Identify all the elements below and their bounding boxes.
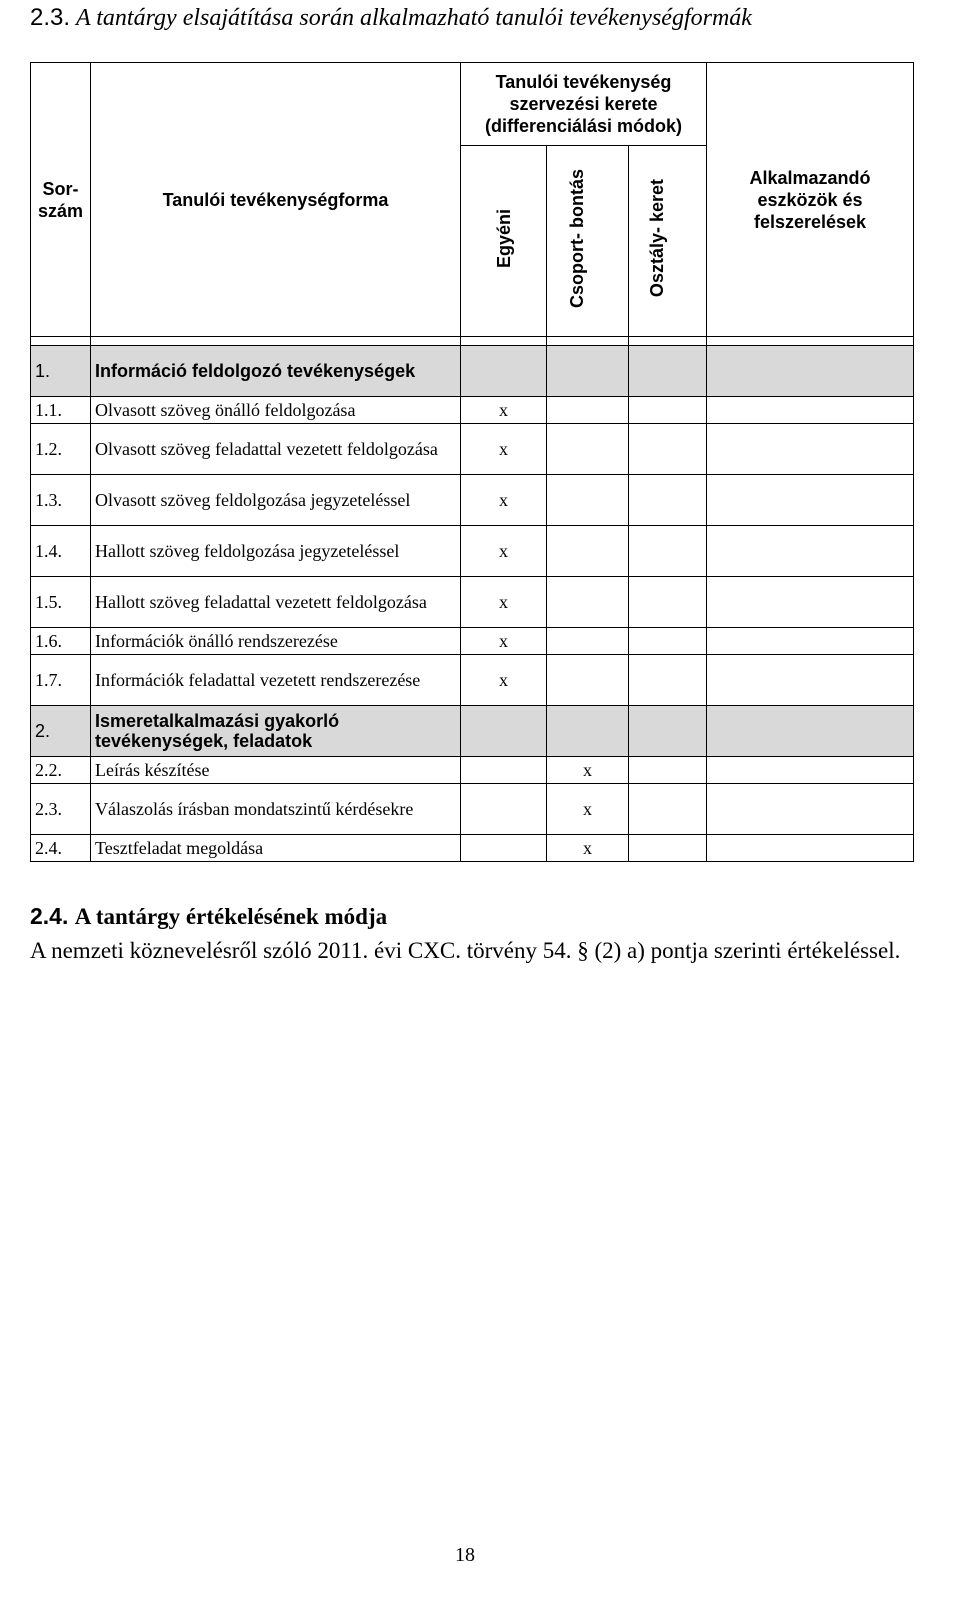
row-code: 1.1. <box>31 397 91 424</box>
row-osztaly-mark <box>629 346 707 397</box>
row-eszkoz <box>707 397 914 424</box>
row-eszkoz <box>707 706 914 757</box>
row-eszkoz <box>707 784 914 835</box>
table-row <box>31 655 914 706</box>
row-csoport-mark: x <box>547 784 629 835</box>
table-category-row <box>31 346 914 397</box>
heading-number: 2.3. <box>30 4 71 31</box>
section-title-2-4 <box>30 903 387 930</box>
row-egyeni-mark: x <box>461 424 547 475</box>
row-label: Olvasott szöveg önálló feldolgozása <box>91 397 461 424</box>
row-egyeni-mark <box>461 706 547 757</box>
row-csoport-mark <box>547 706 629 757</box>
section-number: 2.4. <box>30 903 69 929</box>
row-egyeni-mark <box>461 784 547 835</box>
header-csoportbontas: Csoport- bontás <box>547 146 629 337</box>
row-label: Olvasott szöveg feldolgozása jegyzeteléssel <box>91 475 461 526</box>
row-label: Hallott szöveg feldolgozása jegyzeteléssel <box>91 526 461 577</box>
row-label: Tesztfeladat megoldása <box>91 835 461 862</box>
table-row <box>31 397 914 424</box>
table-row <box>31 628 914 655</box>
row-egyeni-mark <box>461 757 547 784</box>
row-eszkoz <box>707 526 914 577</box>
header-szervezesi-keret: Tanulói tevékenység szervezési kerete (differenciálási módok) <box>461 63 707 146</box>
row-csoport-mark <box>547 475 629 526</box>
row-label: Információk feladattal vezetett rendszerezése <box>91 655 461 706</box>
header-egyeni: Egyéni <box>461 146 547 337</box>
row-eszkoz <box>707 475 914 526</box>
table-row <box>31 835 914 862</box>
row-osztaly-mark <box>629 835 707 862</box>
row-code: 1.2. <box>31 424 91 475</box>
row-eszkoz <box>707 346 914 397</box>
row-osztaly-mark <box>629 655 707 706</box>
row-label: Hallott szöveg feladattal vezetett feldolgozása <box>91 577 461 628</box>
row-label: Olvasott szöveg feladattal vezetett feldolgozása <box>91 424 461 475</box>
heading-text: A tantárgy elsajátítása során alkalmazható tanulói tevékenységformák <box>76 5 752 31</box>
row-osztaly-mark <box>629 424 707 475</box>
row-eszkoz <box>707 628 914 655</box>
row-label: Ismeretalkalmazási gyakorló tevékenységek, feladatok <box>91 706 461 757</box>
row-code: 1. <box>31 346 91 397</box>
row-label: Leírás készítése <box>91 757 461 784</box>
header-sorszam: Sor- szám <box>31 63 91 337</box>
section-title-text: A tantárgy értékelésének módja <box>74 904 388 929</box>
page-number: 18 <box>455 1544 475 1566</box>
row-csoport-mark <box>547 577 629 628</box>
row-csoport-mark <box>547 526 629 577</box>
row-osztaly-mark <box>629 526 707 577</box>
table-row <box>31 577 914 628</box>
table-row <box>31 784 914 835</box>
row-label: Válaszolás írásban mondatszintű kérdésekre <box>91 784 461 835</box>
row-code: 1.3. <box>31 475 91 526</box>
row-osztaly-mark <box>629 784 707 835</box>
row-label: Információ feldolgozó tevékenységek <box>91 346 461 397</box>
row-egyeni-mark: x <box>461 628 547 655</box>
header-eszkozok: Alkalmazandó eszközök és felszerelések <box>707 63 914 337</box>
row-code: 1.4. <box>31 526 91 577</box>
row-egyeni-mark: x <box>461 475 547 526</box>
section-heading-2-3 <box>30 4 752 32</box>
row-code: 2.3. <box>31 784 91 835</box>
row-osztaly-mark <box>629 628 707 655</box>
row-osztaly-mark <box>629 577 707 628</box>
header-osztalykeret: Osztály- keret <box>629 146 707 337</box>
row-egyeni-mark: x <box>461 655 547 706</box>
row-csoport-mark: x <box>547 757 629 784</box>
row-code: 1.5. <box>31 577 91 628</box>
row-egyeni-mark: x <box>461 577 547 628</box>
activity-table <box>30 62 914 862</box>
row-code: 2.4. <box>31 835 91 862</box>
row-eszkoz <box>707 577 914 628</box>
row-osztaly-mark <box>629 475 707 526</box>
row-code: 1.7. <box>31 655 91 706</box>
row-csoport-mark <box>547 346 629 397</box>
row-osztaly-mark <box>629 706 707 757</box>
row-label: Információk önálló rendszerezése <box>91 628 461 655</box>
row-egyeni-mark <box>461 346 547 397</box>
row-csoport-mark <box>547 397 629 424</box>
row-csoport-mark: x <box>547 835 629 862</box>
row-egyeni-mark: x <box>461 397 547 424</box>
row-eszkoz <box>707 835 914 862</box>
row-egyeni-mark <box>461 835 547 862</box>
row-code: 2.2. <box>31 757 91 784</box>
table-row <box>31 475 914 526</box>
row-egyeni-mark: x <box>461 526 547 577</box>
table-row <box>31 757 914 784</box>
table-row <box>31 424 914 475</box>
row-eszkoz <box>707 757 914 784</box>
row-osztaly-mark <box>629 397 707 424</box>
row-csoport-mark <box>547 655 629 706</box>
table-row <box>31 526 914 577</box>
row-eszkoz <box>707 655 914 706</box>
row-csoport-mark <box>547 424 629 475</box>
row-code: 1.6. <box>31 628 91 655</box>
section-body: A nemzeti köznevelésről szóló 2011. évi CXC. törvény 54. § (2) a) pontja szerinti értékeléssel. <box>30 938 901 963</box>
row-csoport-mark <box>547 628 629 655</box>
row-osztaly-mark <box>629 757 707 784</box>
row-code: 2. <box>31 706 91 757</box>
header-forma: Tanulói tevékenységforma <box>91 63 461 337</box>
row-eszkoz <box>707 424 914 475</box>
table-category-row <box>31 706 914 757</box>
